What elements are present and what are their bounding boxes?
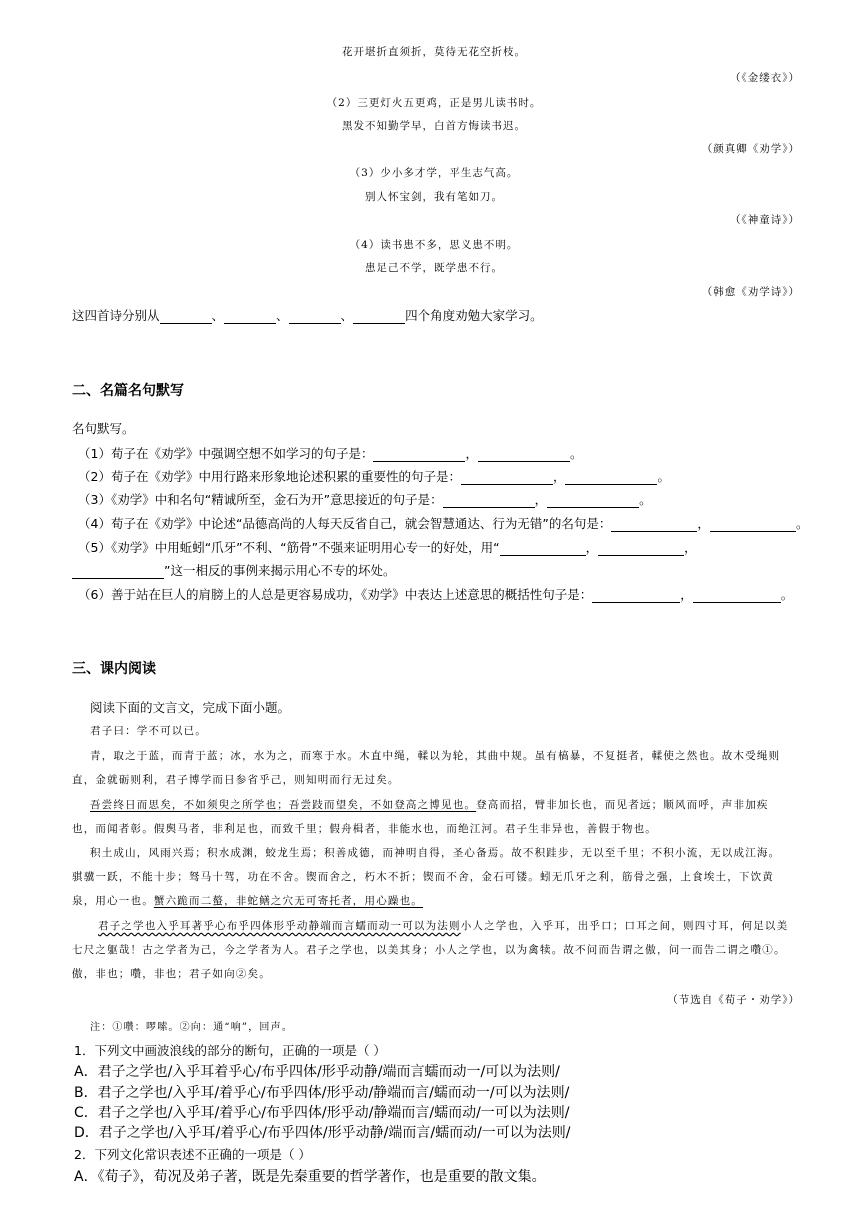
recite-q3 (78, 490, 652, 508)
poem1-line: 花开堪折直须折，莫待无花空折枝。 (342, 46, 526, 58)
passage-line: 七尺之躯哉！古之学者为己，今之学者为人。君子之学也，以美其身；小人之学也，以为禽犊。故不问而告谓之傲，问一而告二谓之囋①。 (72, 944, 786, 956)
punct: ， (585, 540, 599, 555)
poem3-line2: 别人怀宝剑，我有笔如刀。 (365, 191, 503, 203)
answer-blank[interactable] (289, 311, 341, 324)
q1-option-d[interactable]: D．君子之学也/入乎耳/着乎心/布乎四体/形乎动静/端而言/蠕而动/一可以为法则/ (74, 1125, 571, 1141)
recite-q1 (78, 444, 583, 462)
question-text: 这四首诗分别从 (72, 308, 160, 323)
answer-blank[interactable] (443, 495, 535, 508)
punct: 。 (657, 469, 670, 484)
answer-blank[interactable] (224, 311, 276, 324)
passage-line (90, 797, 769, 812)
poem4-line2: 患足己不学，既学患不行。 (365, 262, 503, 274)
poem4-line1: （4）读书患不多，思义患不明。 (349, 239, 519, 251)
recite-q6 (78, 585, 793, 603)
passage-text: 泉，用心一也。 (72, 895, 154, 907)
question-2: 2．下列文化常识表述不正确的一项是（ ） (74, 1147, 311, 1162)
q1-option-a[interactable]: A．君子之学也/入乎耳着乎心/布乎四体/形乎动静/端而言蠕而动一/可以为法则/ (74, 1064, 560, 1080)
poem3-line1: （3）少小多才学，平生志气高。 (349, 167, 519, 179)
answer-blank[interactable] (373, 449, 465, 462)
q1-option-b[interactable]: B．君子之学也/入乎耳/着乎心/布乎四体/形乎动/静端而言/蠕而动一/可以为法则/ (74, 1085, 570, 1101)
passage-note: 注：①囋：啰嗦。②向：通“响”，回声。 (90, 1022, 294, 1033)
punct: ， (684, 540, 697, 555)
answer-blank[interactable] (160, 311, 212, 324)
recite-q4 (78, 514, 808, 532)
passage-line: 青，取之于蓝，而青于蓝；冰，水为之，而寒于水。木直中绳，輮以为轮，其曲中规。虽有槁暴，不复挺者，輮使之然也。故木受绳则 (90, 750, 781, 762)
passage-line: 积土成山，风雨兴焉；积水成渊，蛟龙生焉；积善成德，而神明自得，圣心备焉。故不积跬步，无以至千里；不积小流，无以成江海。 (90, 847, 781, 859)
question-text: （6）善于站在巨人的肩膀上的人总是更容易成功，《劝学》中表达上述意思的概括性句子是： (78, 587, 593, 602)
question-text: ”这一相反的事例来揭示用心不专的坏处。 (164, 563, 396, 578)
punct: ， (465, 446, 478, 461)
separator: 、 (211, 308, 225, 323)
question-text: （3）《劝学》中和名句“精诚所至，金石为开”意思接近的句子是： (78, 492, 443, 507)
question-text: （2）荀子在《劝学》中用行路来形象地论述积累的重要性的句子是： (78, 469, 461, 484)
answer-blank[interactable] (72, 566, 164, 579)
punct: ， (552, 469, 566, 484)
poem2-line2: 黑发不知勤学早，白首方悔读书迟。 (342, 120, 526, 132)
answer-blank[interactable] (353, 311, 405, 324)
answer-blank[interactable] (710, 519, 796, 532)
punct: 。 (780, 587, 794, 602)
answer-blank[interactable] (598, 543, 684, 556)
punct: ， (534, 492, 548, 507)
answer-blank[interactable] (478, 449, 570, 462)
section2-intro: 名句默写。 (72, 421, 135, 436)
reading-intro: 阅读下面的文言文，完成下面小题。 (90, 700, 291, 715)
question-1: 1．下列文中画波浪线的部分的断句，正确的一项是（ ） (74, 1043, 386, 1058)
underlined-sentence: 吾尝终日而思矣，不如须臾之所学也；吾尝跂而望矣，不如登高之博见也。 (90, 799, 477, 811)
answer-blank[interactable] (547, 495, 639, 508)
answer-blank[interactable] (693, 590, 781, 603)
q1-option-c[interactable]: C．君子之学也/入乎耳/着乎心/布乎四体/形乎动/静端而言/蠕而动/一可以为法则/ (74, 1105, 570, 1121)
question-text: （1）荀子在《劝学》中强调空想不如学习的句子是： (78, 446, 374, 461)
poem2-line1: （2）三更灯火五更鸡，正是男儿读书时。 (326, 97, 542, 109)
passage-line: 傲，非也；囋，非也；君子如向②矣。 (72, 968, 271, 980)
punct: 。 (569, 446, 583, 461)
punct: ， (680, 587, 693, 602)
answer-blank[interactable] (592, 590, 680, 603)
passage-line: 也，而闻者彰。假舆马者，非利足也，而致千里；假舟楫者，非能水也，而绝江河。君子生非异也，善假于物也。 (72, 823, 657, 835)
recite-q2 (78, 467, 670, 485)
passage-text: 小人之学也，入乎耳，出乎口；口耳之间，则四寸耳，何足以美 (460, 920, 789, 932)
passage-line (72, 893, 423, 908)
passage-source: （节选自《荀子・劝学》） (667, 994, 800, 1006)
punct: 。 (795, 516, 809, 531)
recite-q5 (78, 538, 697, 556)
section3-title: 三、课内阅读 (72, 661, 156, 677)
passage-line: 骐骥一跃，不能十步；驽马十驾，功在不舍。锲而舍之，朽木不折；锲而不舍，金石可镂。蚓无爪牙之利，筋骨之强，上食埃土，下饮黄 (72, 871, 774, 883)
passage-line: 君子曰：学不可以已。 (90, 725, 207, 737)
poem1-source: （《金缕衣》） (730, 72, 800, 84)
question-text: 四个角度劝勉大家学习。 (405, 308, 543, 323)
passage-line (98, 918, 788, 933)
q2-option-a[interactable]: A．《荀子》，荀况及弟子著，既是先秦重要的哲学著作，也是重要的散文集。 (74, 1169, 546, 1185)
answer-blank[interactable] (461, 472, 553, 485)
separator: 、 (340, 308, 354, 323)
passage-line: 直，金就砺则利，君子博学而日参省乎己，则知明而行无过矣。 (72, 774, 400, 786)
poem4-source: （韩愈《劝学诗》） (701, 286, 800, 298)
underlined-sentence: 蟹六跪而二螯，非蛇鳝之穴无可寄托者，用心躁也。 (153, 895, 424, 907)
answer-blank[interactable] (500, 543, 586, 556)
punct: 。 (639, 492, 652, 507)
answer-blank[interactable] (565, 472, 657, 485)
question-text: （5）《劝学》中用蚯蚓“爪牙”不利、“筋骨”不强来证明用心专一的好处，用“ (78, 540, 500, 555)
answer-blank[interactable] (611, 519, 697, 532)
wavy-underlined-sentence: 君子之学也入乎耳著乎心布乎四体形乎动静端而言蠕而动一可以为法则 (98, 920, 461, 932)
separator: 、 (276, 308, 289, 323)
poem3-source: （《神童诗》） (730, 214, 800, 226)
passage-text: 登高而招，臂非加长也，而见者远；顺风而呼，声非加疾 (476, 799, 769, 811)
punct: ， (697, 516, 710, 531)
poem-question (72, 306, 543, 324)
section2-title: 二、名篇名句默写 (72, 383, 184, 399)
recite-q5-cont (72, 561, 395, 579)
poem2-source: （颜真卿《劝学》） (701, 143, 800, 155)
question-text: （4）荀子在《劝学》中论述“品德高尚的人每天反省自己，就会智慧通达、行为无错”的名句是： (78, 516, 612, 531)
